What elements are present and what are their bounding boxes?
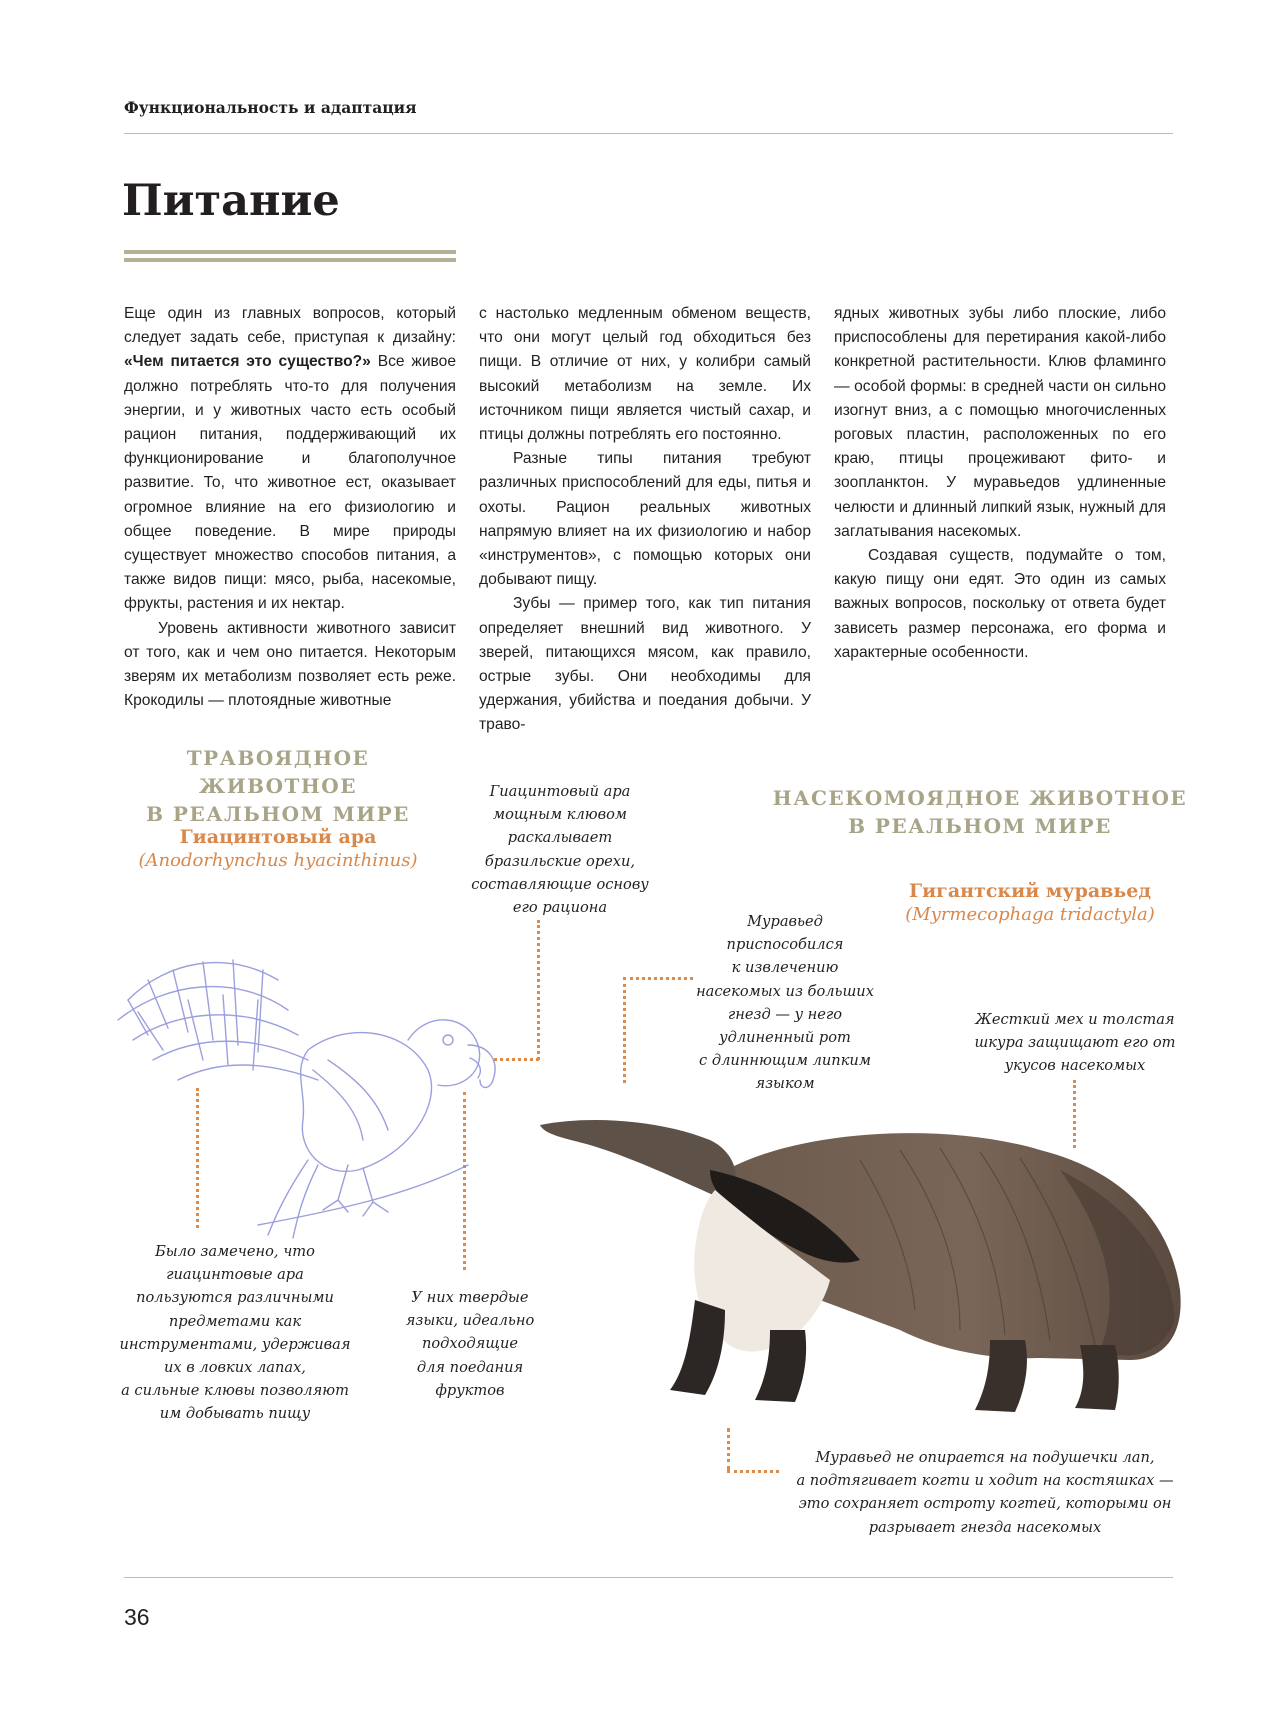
note-line: это сохраняет остроту когтей, которыми он	[798, 1495, 1172, 1513]
note-line: языком	[755, 1075, 815, 1093]
anteater-illustration	[520, 1060, 1200, 1430]
macaw-species-label	[108, 826, 448, 871]
text-column-1	[124, 302, 456, 713]
note-line: Муравьед	[747, 913, 823, 930]
title-underline-top	[124, 250, 456, 254]
species-name: Гигантский муравьед	[908, 880, 1152, 902]
paragraph: Разные типы питания требуют различных приспособлений для еды, питья и охоты. Рацион реальных животных напрямую влияет на их физиологию и набор «инструментов», с помощью которых они добывают пищу.	[479, 450, 811, 589]
leader-claws-vertical	[727, 1428, 730, 1470]
note-line: его рациона	[512, 899, 608, 917]
page-number: 36	[124, 1604, 150, 1630]
note-line: пользуются различными	[136, 1289, 334, 1307]
note-line: предметами как	[168, 1312, 302, 1330]
paragraph	[124, 302, 456, 617]
emphasis-question: «Чем питается это существо?»	[124, 353, 371, 371]
heading-line: НАСЕКОМОЯДНОЕ ЖИВОТНОЕ	[772, 786, 1188, 810]
species-latin-name: (Anodorhynchus hyacinthinus)	[138, 850, 418, 871]
note-line: У них твердые	[411, 1289, 529, 1306]
note-line: мощным клювом	[493, 806, 627, 824]
text-column-2	[479, 302, 811, 738]
paragraph: Создавая существ, подумайте о том, какую пищу они едят. Это один из самых важных вопросов, поскольку от ответа будет зависеть размер персонажа, его форма и характерные особенности.	[834, 547, 1166, 661]
note-line: их в ловких лапах,	[164, 1359, 306, 1377]
macaw-sketch-illustration	[108, 940, 508, 1240]
note-macaw-beak	[460, 780, 660, 919]
species-name: Гиацинтовый ара	[179, 826, 377, 848]
note-line: удлиненный рот	[719, 1029, 851, 1047]
species-latin-name: (Myrmecophaga tridactyla)	[905, 904, 1155, 925]
note-line: Жесткий мех и толстая	[975, 1011, 1175, 1028]
note-line: подходящие	[421, 1335, 518, 1353]
note-line: к извлечению	[731, 959, 839, 977]
heading-line: ТРАВОЯДНОЕ ЖИВОТНОЕ	[186, 746, 370, 798]
heading-line: В РЕАЛЬНОМ МИРЕ	[146, 802, 410, 826]
page-title: Питание	[122, 176, 340, 226]
note-line: Муравьед не опирается на подушечки лап,	[815, 1449, 1155, 1466]
leader-claws-horizontal	[727, 1470, 779, 1473]
note-line: фруктов	[435, 1381, 505, 1399]
running-header: Функциональность и адаптация	[124, 98, 417, 117]
paragraph: Зубы — пример того, как тип питания определяет внешний вид животного. У зверей, питающихся мясом, как правило, острые зубы. Они необходимы для удержания, убийства и поедания добычи. У траво-	[479, 595, 811, 734]
note-anteater-claws	[780, 1446, 1190, 1539]
text-column-3	[834, 302, 1166, 665]
insectivore-heading	[770, 784, 1190, 840]
note-macaw-tools	[110, 1240, 360, 1426]
note-line: для поедания	[416, 1358, 524, 1376]
note-line: разрывает гнезда насекомых	[868, 1518, 1102, 1536]
note-line: инструментами, удерживая	[119, 1335, 351, 1353]
note-line: языки, идеально	[405, 1312, 535, 1330]
paragraph: с настолько медленным обменом веществ, что они могут целый год обходиться без пищи. В отличие от них, у колибри самый высокий метаболизм на земле. Их источником пищи является чистый сахар, и птицы должны потреблять его постоянно.	[479, 305, 811, 444]
note-line: укусов насекомых	[1004, 1057, 1146, 1075]
note-line: гиацинтовые ара	[166, 1266, 304, 1284]
header-rule	[124, 133, 1173, 134]
note-line: составляющие основу	[471, 875, 649, 893]
leader-beak-vertical	[537, 920, 540, 1060]
note-line: гнезд — у него	[727, 1005, 843, 1023]
text-run: Все живое должно потреблять что-то для получения энергии, и у животных часто есть особый рацион питания, поддерживающий их функционирование и благополучное развитие. То, что животное ест, оказывает огромное влияние на его физиологию и общее поведение. В мире природы существует множество способов питания, а также видов пищи: мясо, рыба, насекомые, фрукты, растения и их нектар.	[124, 353, 456, 613]
note-line: бразильские орехи,	[484, 852, 636, 870]
herbivore-heading	[108, 744, 448, 828]
note-line: раскалывает	[507, 829, 613, 847]
text-run: Еще один из главных вопросов, который следует задать себе, приступая к дизайну:	[124, 305, 456, 347]
note-line: а сильные клювы позволяют	[121, 1382, 349, 1400]
note-line: а подтягивает когти и ходит на костяшках —	[796, 1472, 1174, 1490]
note-line: им добывать пищу	[159, 1405, 311, 1423]
heading-line: В РЕАЛЬНОМ МИРЕ	[848, 814, 1112, 838]
note-line: Гиацинтовый ара	[489, 783, 631, 800]
paragraph: Уровень активности животного зависит от того, как и чем оно питается. Некоторым зверям их метаболизм позволяет есть реже. Крокодилы — плотоядные животные	[124, 619, 456, 710]
anteater-species-label	[880, 880, 1180, 925]
footer-rule	[124, 1577, 1173, 1578]
paragraph: ядных животных зубы либо плоские, либо приспособлены для перетирания какой-либо конкретной растительности. Клюв фламинго — особой формы: в средней части он сильно изогнут вниз, а с помощью многочисленных роговых пластин, расположенных по его краю, птицы процеживают фито- и зоопланктон. У муравьедов удлиненные челюсти и длинный липкий язык, нужный для заглатывания насекомых.	[834, 305, 1166, 540]
note-line: Было замечено, что	[155, 1243, 315, 1260]
leader-mouth-horizontal	[623, 977, 693, 980]
note-line: приспособился	[726, 936, 844, 954]
note-line: с длиннющим липким	[699, 1052, 871, 1070]
note-line: шкура защищают его от	[974, 1034, 1176, 1052]
note-line: насекомых из больших	[696, 982, 874, 1000]
title-underline-bottom	[124, 258, 456, 262]
